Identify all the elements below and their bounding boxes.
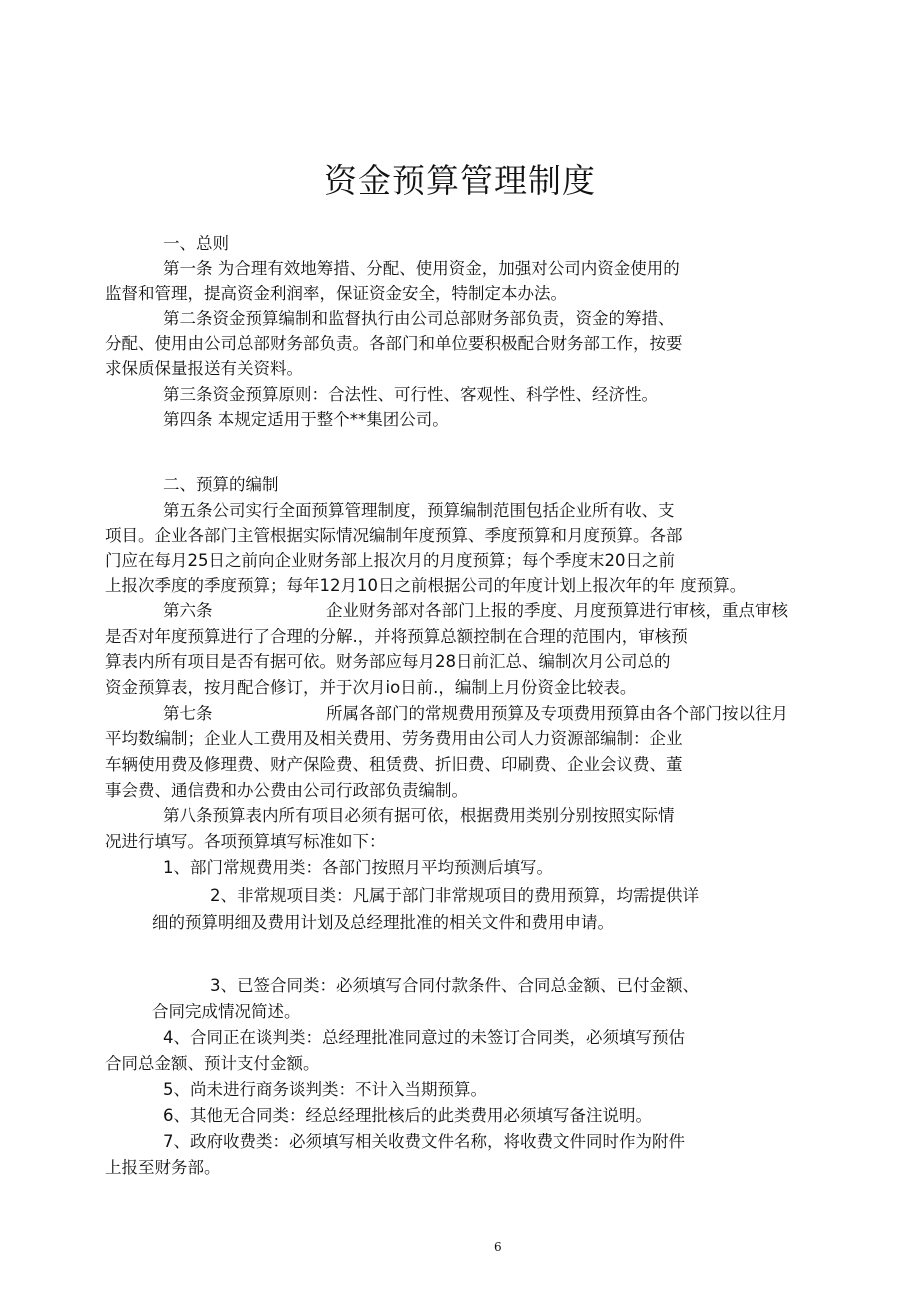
paragraph-line: 算表内所有项目是否有据可依。财务部应每月28日前汇总、编制次月公司总的 — [105, 652, 671, 671]
article-label: 第七条 — [163, 704, 213, 723]
list-item: 7、政府收费类：必须填写相关收费文件名称，将收费文件同时作为附件 — [163, 1132, 685, 1151]
list-item: 6、其他无合同类：经总经理批核后的此类费用必须填写备注说明。 — [163, 1106, 652, 1125]
paragraph-line: 况进行填写。各项预算填写标准如下： — [105, 832, 386, 851]
paragraph-line: 上报至财务部。 — [105, 1158, 221, 1177]
paragraph-line: 项目。企业各部门主管根据实际情况编制年度预算、季度预算和月度预算。各部 — [105, 526, 683, 545]
paragraph-line: 车辆使用费及修理费、财产保险费、租赁费、折旧费、印刷费、企业会议费、董 — [105, 755, 683, 774]
section-heading-general: 一、总则 — [163, 234, 229, 253]
paragraph-line: 上报次季度的季度预算；每年12月10日之前根据公司的年度计划上报次年的年 度预算。 — [105, 576, 747, 595]
paragraph-line: 第三条资金预算原则：合法性、可行性、客观性、科学性、经济性。 — [163, 385, 658, 404]
paragraph-line: 第五条公司实行全面预算管理制度，预算编制范围包括企业所有收、支 — [163, 501, 675, 520]
paragraph-line: 是否对年度预算进行了合理的分解.，并将预算总额控制在合理的范围内，审核预 — [105, 627, 688, 646]
paragraph-line: 细的预算明细及费用计划及总经理批准的相关文件和费用申请。 — [152, 913, 614, 932]
page-title: 资金预算管理制度 — [324, 161, 596, 200]
page-number: 6 — [494, 1240, 502, 1254]
paragraph-line: 合同总金额、预计支付金额。 — [105, 1054, 320, 1073]
paragraph-line: 企业财务部对各部门上报的季度、月度预算进行审核，重点审核 — [326, 601, 788, 620]
paragraph-line: 资金预算表，按月配合修订，并于次月io日前.，编制上月份资金比较表。 — [105, 678, 637, 697]
paragraph-line: 求保质保量报送有关资料。 — [105, 359, 303, 378]
section-heading-budget: 二、预算的编制 — [163, 475, 279, 494]
list-item: 1、部门常规费用类：各部门按照月平均预测后填写。 — [163, 858, 553, 877]
paragraph-line: 第四条 本规定适用于整个**集团公司。 — [163, 410, 449, 429]
article-label: 第六条 — [163, 601, 213, 620]
paragraph-line: 第八条预算表内所有项目必须有据可依，根据费用类别分别按照实际情 — [163, 806, 675, 825]
list-item: 2、非常规项目类：凡属于部门非常规项目的费用预算，均需提供详 — [210, 886, 699, 905]
paragraph-line: 第二条资金预算编制和监督执行由公司总部财务部负责，资金的筹措、 — [163, 309, 675, 328]
list-item: 5、尚未进行商务谈判类：不计入当期预算。 — [163, 1080, 487, 1099]
list-item: 4、合同正在谈判类：总经理批准同意过的未签订合同类，必须填写预估 — [163, 1028, 685, 1047]
paragraph-line: 平均数编制；企业人工费用及相关费用、劳务费用由公司人力资源部编制：企业 — [105, 729, 683, 748]
paragraph-line: 第一条 为合理有效地筹措、分配、使用资金，加强对公司内资金使用的 — [163, 259, 680, 278]
paragraph-line: 监督和管理，提高资金利润率，保证资金安全，特制定本办法。 — [105, 284, 567, 303]
paragraph-line: 事会费、通信费和办公费由公司行政部负责编制。 — [105, 781, 468, 800]
list-item: 3、已签合同类：必须填写合同付款条件、合同总金额、已付金额、 — [210, 976, 699, 995]
paragraph-line: 合同完成情况简述。 — [152, 1002, 301, 1021]
paragraph-line: 门应在每月25日之前向企业财务部上报次月的月度预算；每个季度末20日之前 — [105, 551, 675, 570]
paragraph-line: 所属各部门的常规费用预算及专项费用预算由各个部门按以往月 — [326, 704, 788, 723]
paragraph-line: 分配、使用由公司总部财务部负责。各部门和单位要积极配合财务部工作，按要 — [105, 334, 683, 353]
